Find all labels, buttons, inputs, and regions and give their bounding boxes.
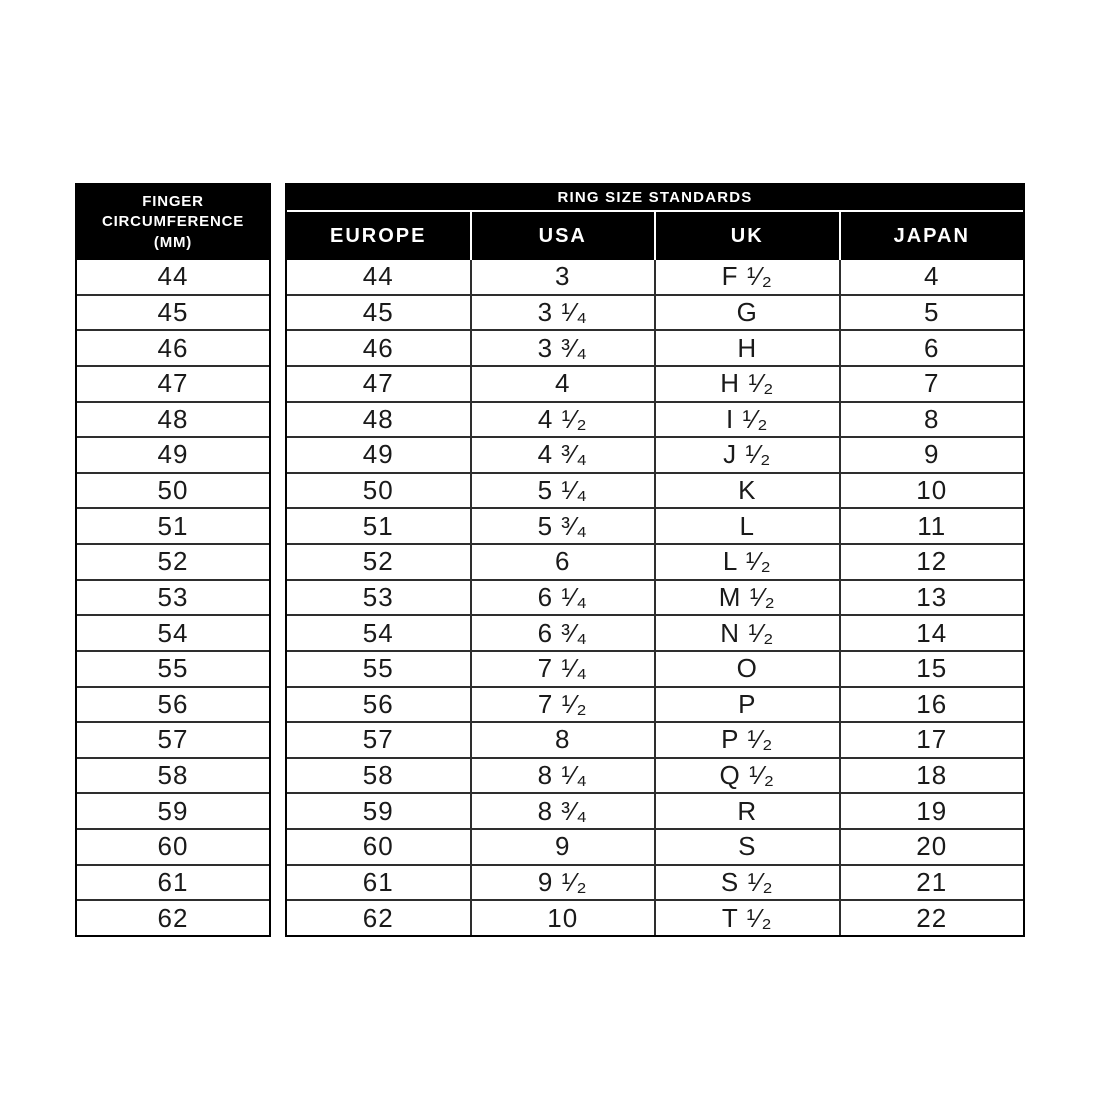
table-cell: 3 xyxy=(470,260,655,294)
table-cell: F ¹⁄₂ xyxy=(654,260,839,294)
table-cell: 60 xyxy=(362,831,394,862)
table-cell: 11 xyxy=(839,509,1024,543)
table-cell: 56 xyxy=(362,688,394,719)
table-row xyxy=(287,864,1023,900)
table-row: 55 xyxy=(77,650,269,686)
table-row xyxy=(287,507,1023,543)
table-row: 50 xyxy=(77,472,269,508)
table-cell: 55 xyxy=(362,653,394,684)
table-cell: 59 xyxy=(362,795,394,826)
table-cell: 4 xyxy=(470,367,655,401)
table-cell: 6 ¹⁄₄ xyxy=(470,581,655,615)
table-cell: H ¹⁄₂ xyxy=(654,367,839,401)
table-row: 56 xyxy=(77,686,269,722)
finger-circumference-body xyxy=(77,260,269,935)
table-cell: 21 xyxy=(839,866,1024,900)
table-cell: 8 xyxy=(839,403,1024,437)
table-cell: 8 xyxy=(470,723,655,757)
table-cell: 6 xyxy=(839,331,1024,365)
table-cell: 7 ¹⁄₂ xyxy=(470,688,655,722)
table-cell: 48 xyxy=(362,403,394,434)
table-cell: M ¹⁄₂ xyxy=(654,581,839,615)
table-row: 44 xyxy=(157,261,189,292)
table-row xyxy=(287,472,1023,508)
table-row: 47 xyxy=(77,365,269,401)
table-row: 52 xyxy=(77,543,269,579)
table-cell: 47 xyxy=(362,368,394,399)
table-row xyxy=(287,436,1023,472)
table-cell: 4 ¹⁄₂ xyxy=(470,403,655,437)
table-cell: 18 xyxy=(839,759,1024,793)
table-row xyxy=(287,721,1023,757)
table-row xyxy=(287,260,1023,294)
finger-circumference-table xyxy=(75,183,271,937)
header-line-finger: FINGER xyxy=(142,193,204,211)
table-cell: 57 xyxy=(362,724,394,755)
column-header-usa: USA xyxy=(470,212,655,260)
table-row xyxy=(287,294,1023,330)
column-header-europe: EUROPE xyxy=(330,224,427,247)
table-row xyxy=(287,686,1023,722)
table-cell: L ¹⁄₂ xyxy=(654,545,839,579)
table-cell: P ¹⁄₂ xyxy=(654,723,839,757)
table-row: 61 xyxy=(77,864,269,900)
table-cell: 7 xyxy=(839,367,1024,401)
table-cell: 5 ¹⁄₄ xyxy=(470,474,655,508)
table-cell: 6 xyxy=(470,545,655,579)
header-line-circumference: CIRCUMFERENCE xyxy=(101,213,245,231)
table-cell: 20 xyxy=(839,830,1024,864)
table-cell: 49 xyxy=(362,439,394,470)
table-row xyxy=(287,792,1023,828)
table-cell: 17 xyxy=(839,723,1024,757)
table-row: 59 xyxy=(77,792,269,828)
table-cell: 4 ³⁄₄ xyxy=(470,438,655,472)
table-cell: 9 xyxy=(839,438,1024,472)
table-row xyxy=(287,899,1023,935)
table-row: 51 xyxy=(77,507,269,543)
header-line-mm: (MM) xyxy=(153,233,193,251)
table-row: 48 xyxy=(77,401,269,437)
table-cell: S ¹⁄₂ xyxy=(654,866,839,900)
table-row: 58 xyxy=(77,757,269,793)
table-cell: 9 ¹⁄₂ xyxy=(470,866,655,900)
table-row xyxy=(287,757,1023,793)
table-row xyxy=(287,579,1023,615)
table-cell: N ¹⁄₂ xyxy=(654,616,839,650)
table-cell: 44 xyxy=(362,261,394,292)
table-row xyxy=(287,543,1023,579)
table-cell: 50 xyxy=(362,475,394,506)
table-row xyxy=(287,365,1023,401)
table-cell: O xyxy=(654,652,839,686)
table-cell: 8 ³⁄₄ xyxy=(470,794,655,828)
table-cell: 3 ¹⁄₄ xyxy=(470,296,655,330)
table-cell: 3 ³⁄₄ xyxy=(470,331,655,365)
table-row xyxy=(287,401,1023,437)
table-cell: 53 xyxy=(362,581,394,612)
table-cell: 58 xyxy=(362,760,394,791)
table-cell: G xyxy=(654,296,839,330)
table-cell: 16 xyxy=(839,688,1024,722)
table-row: 57 xyxy=(77,721,269,757)
table-cell: 45 xyxy=(362,296,394,327)
table-row xyxy=(287,329,1023,365)
table-cell: J ¹⁄₂ xyxy=(654,438,839,472)
table-cell: 12 xyxy=(839,545,1024,579)
table-cell: R xyxy=(654,794,839,828)
table-cell: 62 xyxy=(362,902,394,933)
table-cell: 46 xyxy=(362,332,394,363)
ring-size-standards-title: RING SIZE STANDARDS xyxy=(287,185,1023,212)
ring-size-standards-header-row xyxy=(287,212,1023,260)
column-header-japan: JAPAN xyxy=(839,212,1024,260)
table-cell: 15 xyxy=(839,652,1024,686)
table-cell: S xyxy=(654,830,839,864)
table-cell: 61 xyxy=(362,866,394,897)
table-cell: 14 xyxy=(839,616,1024,650)
table-cell: 22 xyxy=(839,901,1024,935)
table-cell: 5 xyxy=(839,296,1024,330)
table-cell: 13 xyxy=(839,581,1024,615)
table-cell: 6 ³⁄₄ xyxy=(470,616,655,650)
table-cell: 10 xyxy=(470,901,655,935)
table-cell: 52 xyxy=(362,546,394,577)
table-row: 46 xyxy=(77,329,269,365)
ring-size-standards-table xyxy=(285,183,1025,937)
table-cell: 9 xyxy=(470,830,655,864)
table-cell: I ¹⁄₂ xyxy=(654,403,839,437)
finger-circumference-header xyxy=(77,185,269,260)
table-cell: K xyxy=(654,474,839,508)
table-cell: 4 xyxy=(839,260,1024,294)
table-cell: 5 ³⁄₄ xyxy=(470,509,655,543)
table-row: 49 xyxy=(77,436,269,472)
table-cell: 8 ¹⁄₄ xyxy=(470,759,655,793)
table-cell: P xyxy=(654,688,839,722)
table-cell: H xyxy=(654,331,839,365)
table-row: 53 xyxy=(77,579,269,615)
table-cell: L xyxy=(654,509,839,543)
table-row xyxy=(287,828,1023,864)
table-cell: 19 xyxy=(839,794,1024,828)
table-row: 54 xyxy=(77,614,269,650)
table-cell: 54 xyxy=(362,617,394,648)
table-row xyxy=(287,650,1023,686)
table-cell: T ¹⁄₂ xyxy=(654,901,839,935)
table-cell: 7 ¹⁄₄ xyxy=(470,652,655,686)
table-row: 60 xyxy=(77,828,269,864)
table-row xyxy=(287,614,1023,650)
ring-size-standards-body xyxy=(287,260,1023,935)
table-cell: Q ¹⁄₂ xyxy=(654,759,839,793)
table-row: 45 xyxy=(77,294,269,330)
table-row: 62 xyxy=(77,899,269,935)
column-header-uk: UK xyxy=(654,212,839,260)
table-cell: 51 xyxy=(362,510,394,541)
table-cell: 10 xyxy=(839,474,1024,508)
